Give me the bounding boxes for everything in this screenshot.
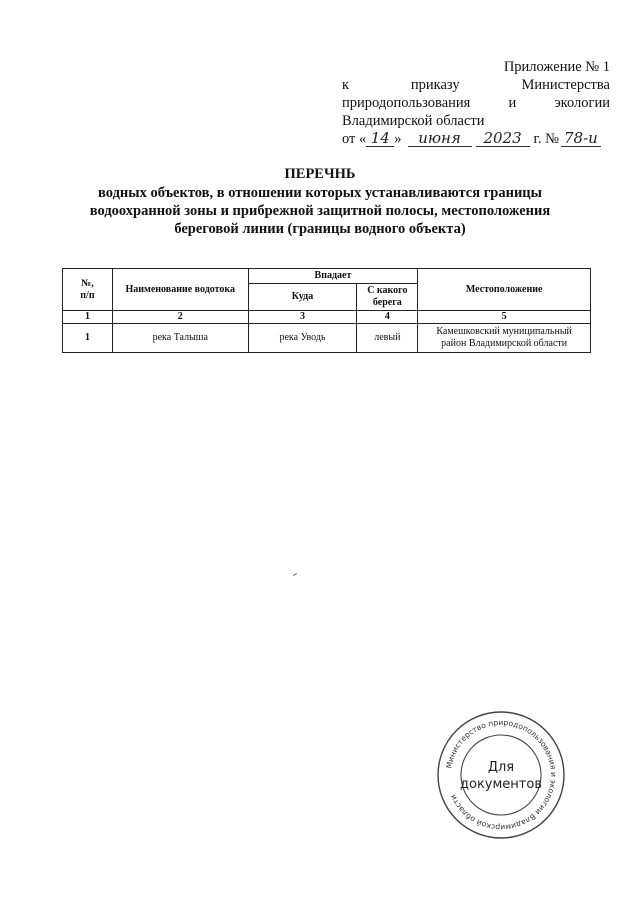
header-where: Куда [248, 284, 357, 311]
appendix-word: природопользования [342, 95, 471, 111]
column-number: 2 [112, 311, 248, 324]
subtitle-line: водных объектов, в отношении которых устанавливаются границы [98, 185, 542, 201]
column-number: 4 [357, 311, 418, 324]
date-prefix: от « [342, 131, 367, 147]
stray-mark [293, 573, 297, 576]
subtitle-line: водоохранной зоны и прибрежной защитной полосы, местоположения [89, 203, 551, 219]
cell-num: 1 [63, 324, 113, 353]
stamp-center-line-1: Для [487, 760, 515, 775]
stamp-center-line-2: документов [460, 777, 542, 792]
water-objects-table [62, 268, 591, 353]
header-num-line: п/п [80, 289, 95, 301]
header-location: Местоположение [418, 269, 591, 311]
stamp-outer-ring [438, 712, 564, 838]
header-bank [357, 284, 418, 311]
header-bank-line: С какого [367, 285, 408, 296]
column-number: 1 [63, 311, 113, 324]
appendix-title: Приложение № 1 [503, 59, 610, 75]
cell-location-line: Камешковский муниципальный [436, 326, 572, 337]
date-year: 2023 [476, 130, 530, 147]
subtitle-line: береговой линии (границы водного объекта) [174, 221, 466, 237]
stamp-ring-textpath: Министерство природопользования и экологии Владимирской области [444, 717, 559, 833]
header-bank-line: берега [372, 297, 402, 308]
appendix-word: Министерства [521, 77, 610, 93]
appendix-word: к [342, 77, 350, 93]
appendix-word: и [508, 95, 517, 111]
appendix-line-4: Владимирской области [342, 113, 485, 129]
column-numbering-row [63, 311, 591, 324]
date-month: июня [408, 130, 472, 147]
header-inflow: Впадает [248, 269, 418, 284]
order-number-prefix: г. № [533, 131, 559, 147]
date-day: 14 [366, 130, 394, 147]
appendix-word: экологии [554, 95, 610, 111]
stamp-inner-ring [461, 735, 541, 815]
appendix-line-3 [342, 94, 610, 112]
document-heading [60, 165, 580, 238]
table-row [63, 324, 591, 353]
cell-name: река Талыша [112, 324, 248, 353]
document-title: ПЕРЕЧНЬ [284, 166, 356, 182]
appendix-block [342, 58, 610, 148]
order-date-line [342, 130, 610, 148]
header-num [63, 269, 113, 311]
official-stamp [436, 710, 566, 840]
cell-bank: левый [357, 324, 418, 353]
column-number: 5 [418, 311, 591, 324]
column-number: 3 [248, 311, 357, 324]
header-name: Наименование водотока [112, 269, 248, 311]
cell-location [418, 324, 591, 353]
cell-location-line: район Владимирской области [441, 338, 568, 349]
appendix-word: приказу [410, 77, 460, 93]
date-separator: » [394, 131, 402, 147]
cell-where: река Уводь [248, 324, 357, 353]
order-number: 78-и [561, 130, 601, 147]
appendix-line-2 [342, 76, 610, 94]
header-num-line: №, [81, 277, 94, 289]
